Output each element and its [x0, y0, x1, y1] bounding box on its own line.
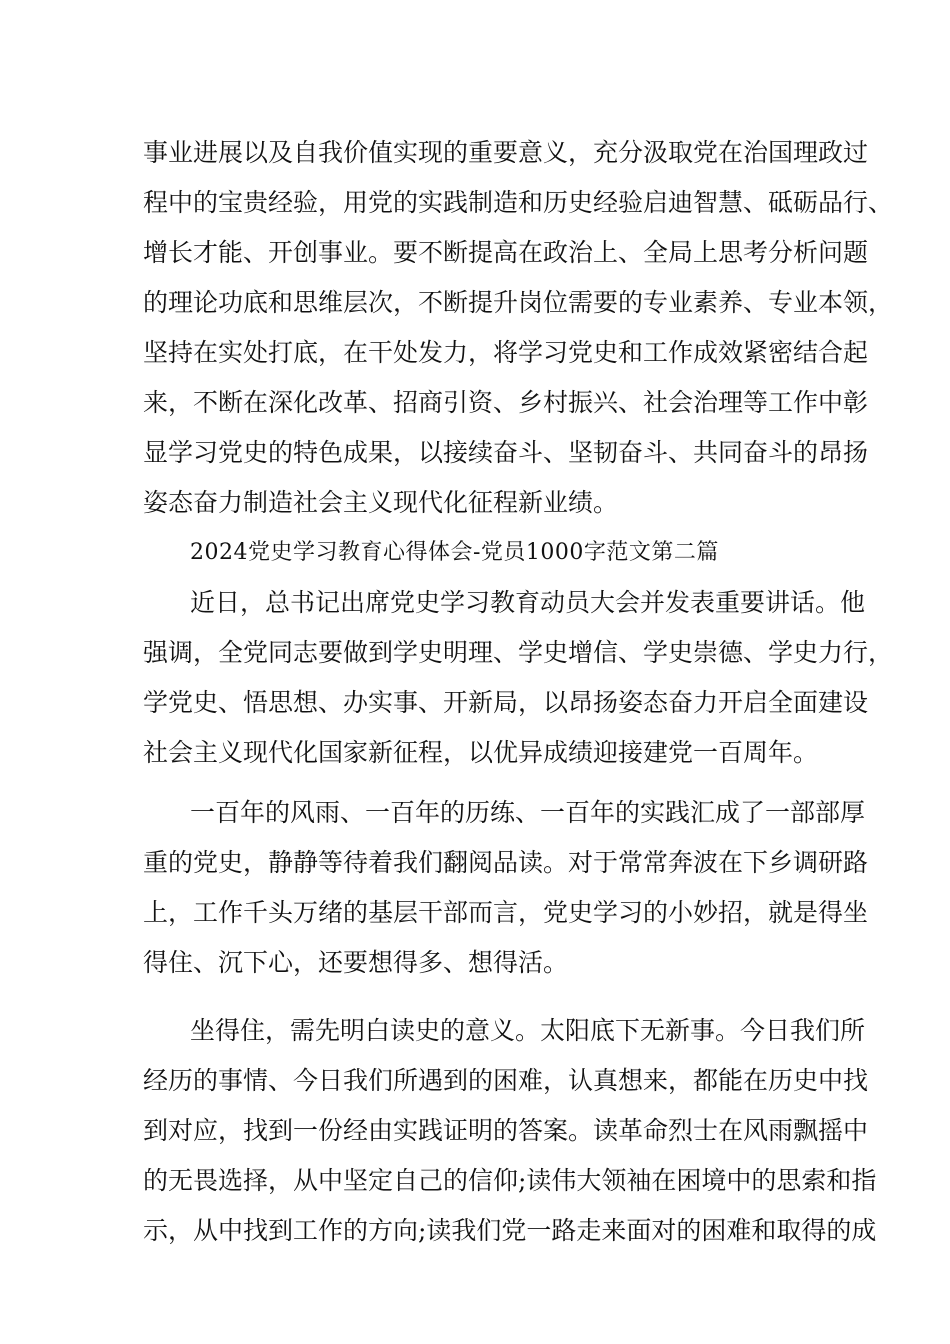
text-line: 显学习党史的特色成果，以接续奋斗、坚韧奋斗、共同奋斗的昂扬 [143, 438, 869, 467]
text-line: 增长才能、开创事业。要不断提高在政治上、全局上思考分析问题 [143, 238, 869, 267]
text-line: 姿态奋力制造社会主义现代化征程新业绩。 [143, 488, 619, 517]
text-line: 示，从中找到工作的方向;读我们党一路走来面对的困难和取得的成 [143, 1216, 877, 1245]
text-line: 到对应，找到一份经由实践证明的答案。读革命烈士在风雨飘摇中 [143, 1116, 869, 1145]
text-line: 社会主义现代化国家新征程，以优异成绩迎接建党一百周年。 [143, 738, 819, 767]
text-line: 学党史、悟思想、办实事、开新局，以昂扬姿态奋力开启全面建设 [143, 688, 869, 717]
text-line: 重的党史，静静等待着我们翻阅品读。对于常常奔波在下乡调研路 [143, 848, 869, 877]
paragraph-first-line: 坐得住，需先明白读史的意义。太阳底下无新事。今日我们所 [190, 1016, 866, 1045]
text-line: 坚持在实处打底，在干处发力，将学习党史和工作成效紧密结合起 [143, 338, 869, 367]
text-line: 来，不断在深化改革、招商引资、乡村振兴、社会治理等工作中彰 [143, 388, 869, 417]
paragraph-first-line: 近日，总书记出席党史学习教育动员大会并发表重要讲话。他 [190, 588, 866, 617]
text-line: 事业进展以及自我价值实现的重要意义，充分汲取党在治国理政过 [143, 138, 869, 167]
text-line: 上，工作千头万绪的基层干部而言，党史学习的小妙招，就是得坐 [143, 898, 869, 927]
text-line: 强调，全党同志要做到学史明理、学史增信、学史崇德、学史力行， [143, 638, 894, 667]
text-line: 的无畏选择，从中坚定自己的信仰;读伟大领袖在困境中的思索和指 [143, 1166, 877, 1195]
text-line: 得住、沉下心，还要想得多、想得活。 [143, 948, 569, 977]
text-line: 程中的宝贵经验，用党的实践制造和历史经验启迪智慧、砥砺品行、 [143, 188, 894, 217]
text-line: 经历的事情、今日我们所遇到的困难，认真想来，都能在历史中找 [143, 1066, 869, 1095]
paragraph-first-line: 一百年的风雨、一百年的历练、一百年的实践汇成了一部部厚 [190, 798, 866, 827]
section-heading: 2024党史学习教育心得体会-党员1000字范文第二篇 [190, 540, 719, 565]
text-line: 的理论功底和思维层次，不断提升岗位需要的专业素养、专业本领， [143, 288, 894, 317]
